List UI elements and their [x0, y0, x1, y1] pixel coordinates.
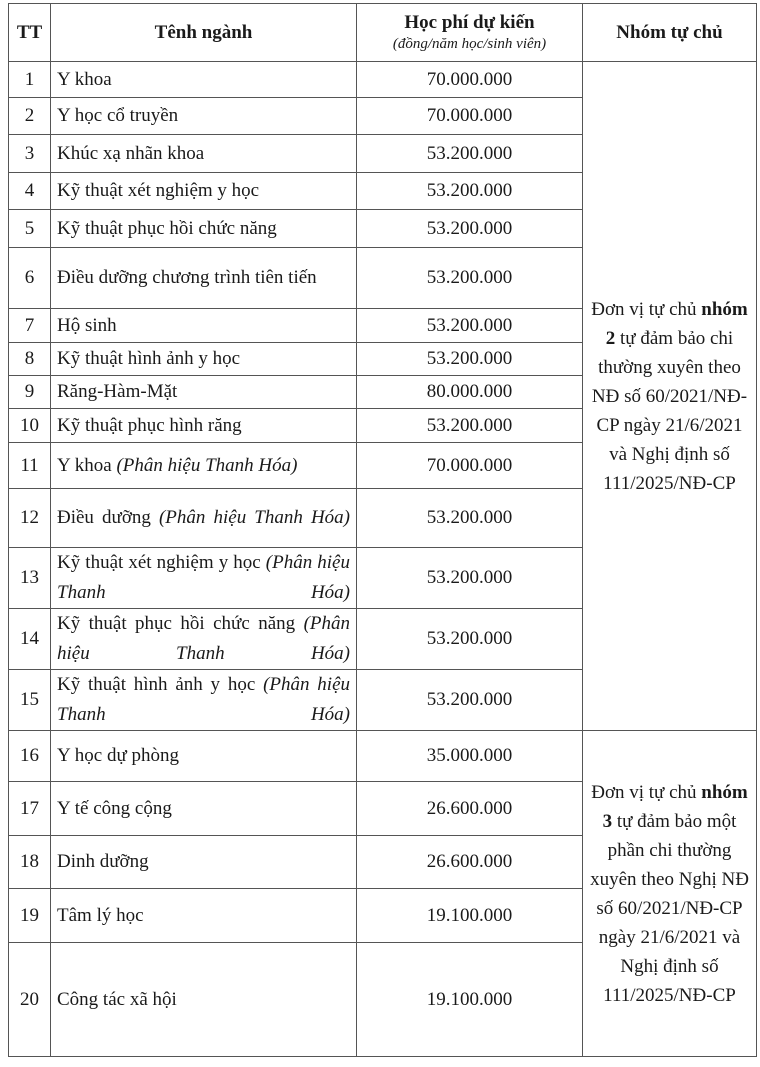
- row-fee: 53.200.000: [357, 670, 583, 731]
- row-tt: 17: [9, 782, 51, 836]
- row-name: Kỹ thuật hình ảnh y học: [51, 343, 357, 376]
- row-name: Y tế công cộng: [51, 782, 357, 836]
- row-tt: 7: [9, 309, 51, 343]
- row-name: [51, 489, 357, 548]
- row-tt: 14: [9, 609, 51, 670]
- row-fee: 26.600.000: [357, 782, 583, 836]
- row-name: Kỹ thuật xét nghiệm y học: [51, 173, 357, 210]
- group-2-prefix: Đơn vị tự chủ: [591, 298, 697, 320]
- row-tt: 5: [9, 210, 51, 248]
- row-name-text: [57, 609, 350, 669]
- row-tt: 18: [9, 836, 51, 889]
- row-name-main: Kỹ thuật phục hồi chức năng: [57, 613, 296, 634]
- row-name: Răng-Hàm-Mặt: [51, 376, 357, 409]
- group-2-text: [591, 299, 748, 494]
- group-2-bold: nhóm 2: [605, 298, 748, 349]
- row-name-text: [57, 548, 350, 608]
- row-fee: 19.100.000: [357, 889, 583, 943]
- row-tt: 2: [9, 98, 51, 135]
- row-tt: 6: [9, 248, 51, 309]
- row-name-text: Y khoa: [57, 454, 112, 476]
- row-fee: 53.200.000: [357, 135, 583, 173]
- row-campus: (Phân hiệu Thanh Hóa): [158, 507, 351, 528]
- row-fee: 53.200.000: [357, 173, 583, 210]
- table-row: [9, 62, 757, 98]
- row-name: Công tác xã hội: [51, 943, 357, 1057]
- row-name: [51, 670, 357, 731]
- row-fee: 26.600.000: [357, 836, 583, 889]
- row-tt: 19: [9, 889, 51, 943]
- group-3-text: [590, 782, 749, 1006]
- group-3-prefix: Đơn vị tự chủ: [591, 781, 697, 803]
- row-fee: 70.000.000: [357, 443, 583, 489]
- row-fee: 19.100.000: [357, 943, 583, 1057]
- row-name: Kỹ thuật phục hồi chức năng: [51, 210, 357, 248]
- row-fee: 53.200.000: [357, 609, 583, 670]
- row-name-main: Điều dưỡng: [57, 507, 151, 528]
- row-name: [51, 443, 357, 489]
- header-fee: [357, 4, 583, 62]
- row-tt: 11: [9, 443, 51, 489]
- row-tt: 4: [9, 173, 51, 210]
- group-3-bold: nhóm 3: [602, 781, 748, 832]
- row-name: [51, 609, 357, 670]
- row-name-main: Kỹ thuật hình ảnh y học: [57, 674, 256, 695]
- row-tt: 13: [9, 548, 51, 609]
- row-fee: 80.000.000: [357, 376, 583, 409]
- tuition-table: [8, 3, 757, 1057]
- row-fee: 53.200.000: [357, 343, 583, 376]
- group-cell-2: [583, 62, 757, 731]
- row-name: Y học dự phòng: [51, 731, 357, 782]
- header-group: Nhóm tự chủ: [583, 4, 757, 62]
- row-tt: 1: [9, 62, 51, 98]
- row-fee: 53.200.000: [357, 489, 583, 548]
- row-name: Y khoa: [51, 62, 357, 98]
- row-name: Hộ sinh: [51, 309, 357, 343]
- row-tt: 15: [9, 670, 51, 731]
- header-fee-title: Học phí dự kiến: [404, 12, 535, 33]
- row-tt: 16: [9, 731, 51, 782]
- row-tt: 12: [9, 489, 51, 548]
- row-campus: (Phân hiệu Thanh Hóa): [57, 552, 350, 603]
- row-name: Tâm lý học: [51, 889, 357, 943]
- row-fee: 53.200.000: [357, 210, 583, 248]
- group-2-suffix: tự đảm bảo chi thường xuyên theo NĐ số 60/2021/NĐ-CP ngày 21/6/2021 và Nghị định số 111/2025/NĐ-CP: [591, 327, 748, 494]
- row-name-text: [57, 670, 350, 730]
- row-tt: 8: [9, 343, 51, 376]
- table-header-row: [9, 4, 757, 62]
- row-name: [51, 548, 357, 609]
- row-campus: (Phân hiệu Thanh Hóa): [116, 454, 298, 476]
- row-campus: (Phân hiệu Thanh Hóa): [57, 613, 350, 664]
- row-fee: 70.000.000: [357, 62, 583, 98]
- table-row: [9, 731, 757, 782]
- group-3-suffix: tự đảm bảo một phần chi thường xuyên theo Nghị NĐ số 60/2021/NĐ-CP ngày 21/6/2021 và Nghị định số 111/2025/NĐ-CP: [590, 810, 749, 1006]
- row-fee: 53.200.000: [357, 409, 583, 443]
- row-fee: 35.000.000: [357, 731, 583, 782]
- row-fee: 70.000.000: [357, 98, 583, 135]
- row-campus: (Phân hiệu Thanh Hóa): [57, 674, 351, 725]
- row-name-main: Kỹ thuật xét nghiệm y học: [57, 552, 261, 573]
- row-name: Điều dưỡng chương trình tiên tiến: [51, 248, 357, 309]
- row-fee: 53.200.000: [357, 548, 583, 609]
- header-fee-unit: (đồng/năm học/sinh viên): [392, 36, 547, 52]
- row-name: Y học cổ truyền: [51, 98, 357, 135]
- row-tt: 10: [9, 409, 51, 443]
- row-name: Khúc xạ nhãn khoa: [51, 135, 357, 173]
- row-tt: 20: [9, 943, 51, 1057]
- row-name-text: [57, 503, 350, 533]
- row-fee: 53.200.000: [357, 309, 583, 343]
- row-fee: 53.200.000: [357, 248, 583, 309]
- row-name: Kỹ thuật phục hình răng: [51, 409, 357, 443]
- row-name: Dinh dưỡng: [51, 836, 357, 889]
- header-name: Tênh ngành: [51, 4, 357, 62]
- row-tt: 3: [9, 135, 51, 173]
- header-tt: TT: [9, 4, 51, 62]
- group-cell-3: [583, 731, 757, 1057]
- row-tt: 9: [9, 376, 51, 409]
